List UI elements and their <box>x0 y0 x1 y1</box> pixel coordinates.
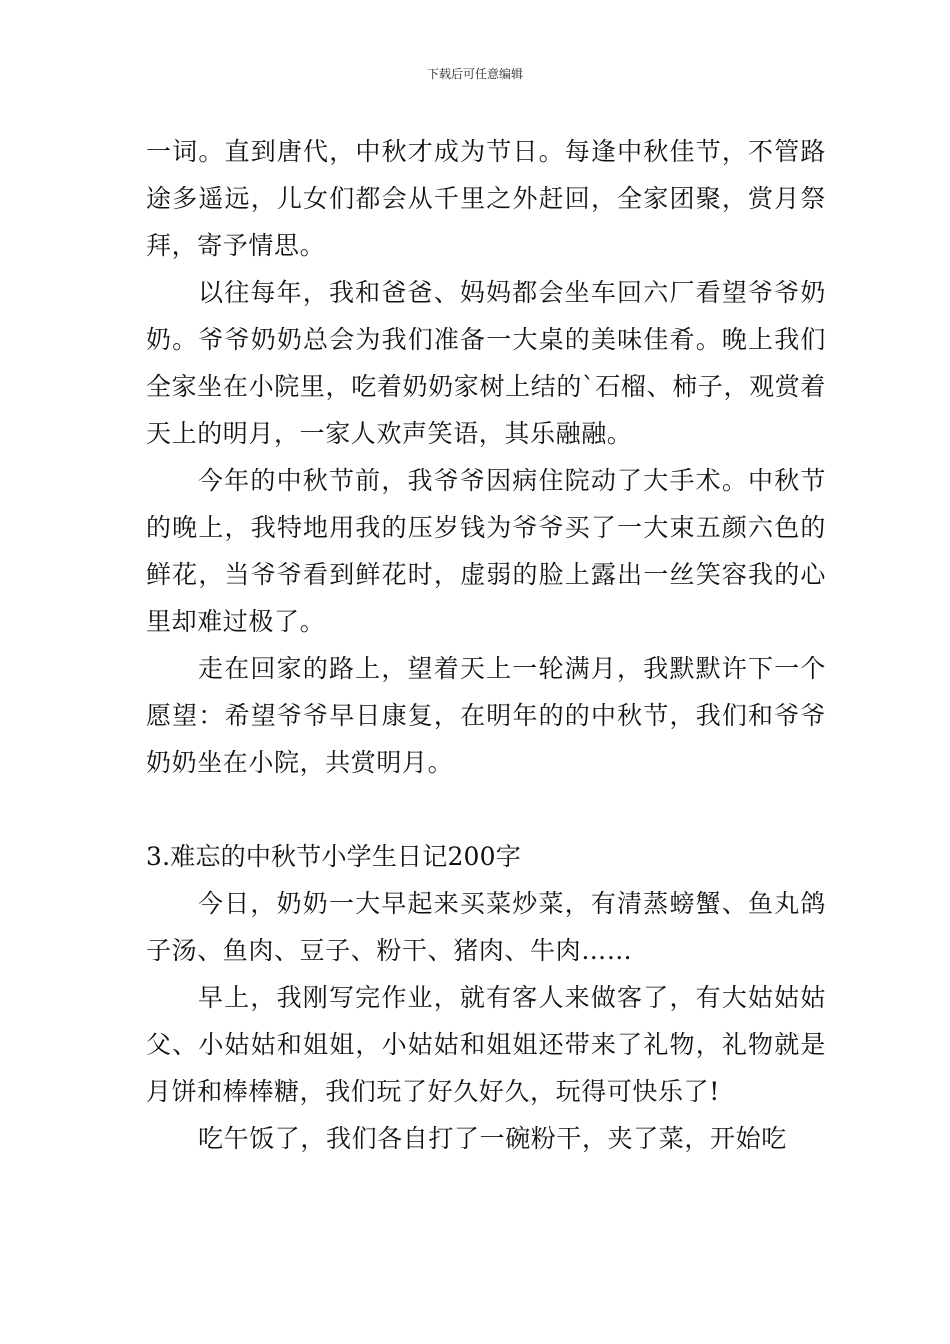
paragraph: 走在回家的路上，望着天上一轮满月，我默默许下一个愿望：希望爷爷早日康复，在明年的的中秋节，我们和爷爷奶奶坐在小院，共赏明月。 <box>146 654 826 777</box>
page-header: 下载后可任意编辑 <box>426 67 523 81</box>
paragraph: 今年的中秋节前，我爷爷因病住院动了大手术。中秋节的晚上，我特地用我的压岁钱为爷爷买了一大束五颜六色的鲜花，当爷爷看到鲜花时，虚弱的脸上露出一丝笑容我的心里却难过极了。 <box>146 466 826 636</box>
section-title: 3.难忘的中秋节小学生日记200字 <box>146 842 521 871</box>
document-body <box>146 128 826 1162</box>
section-spacer <box>146 786 826 833</box>
paragraph: 早上，我刚写完作业，就有客人来做客了，有大姑姑姑父、小姑姑和姐姐，小姑姑和姐姐还带来了礼物，礼物就是月饼和棒棒糖，我们玩了好久好久，玩得可快乐了! <box>146 983 826 1106</box>
paragraph: 今日，奶奶一大早起来买菜炒菜，有清蒸螃蟹、鱼丸鸽子汤、鱼肉、豆子、粉干、猪肉、牛肉…… <box>146 889 826 965</box>
paragraph: 吃午饭了，我们各自打了一碗粉干，夹了菜，开始吃 <box>198 1124 787 1153</box>
paragraph: 以往每年，我和爸爸、妈妈都会坐车回六厂看望爷爷奶奶。爷爷奶奶总会为我们准备一大桌的美味佳肴。晚上我们全家坐在小院里，吃着奶奶家树上结的`石榴、柿子，观赏着天上的明月，一家人欢声笑语，其乐融融。 <box>146 278 826 448</box>
paragraph-continuation: 一词。直到唐代，中秋才成为节日。每逢中秋佳节，不管路途多遥远，儿女们都会从千里之外赶回，全家团聚，赏月祭拜，寄予情思。 <box>146 137 826 260</box>
